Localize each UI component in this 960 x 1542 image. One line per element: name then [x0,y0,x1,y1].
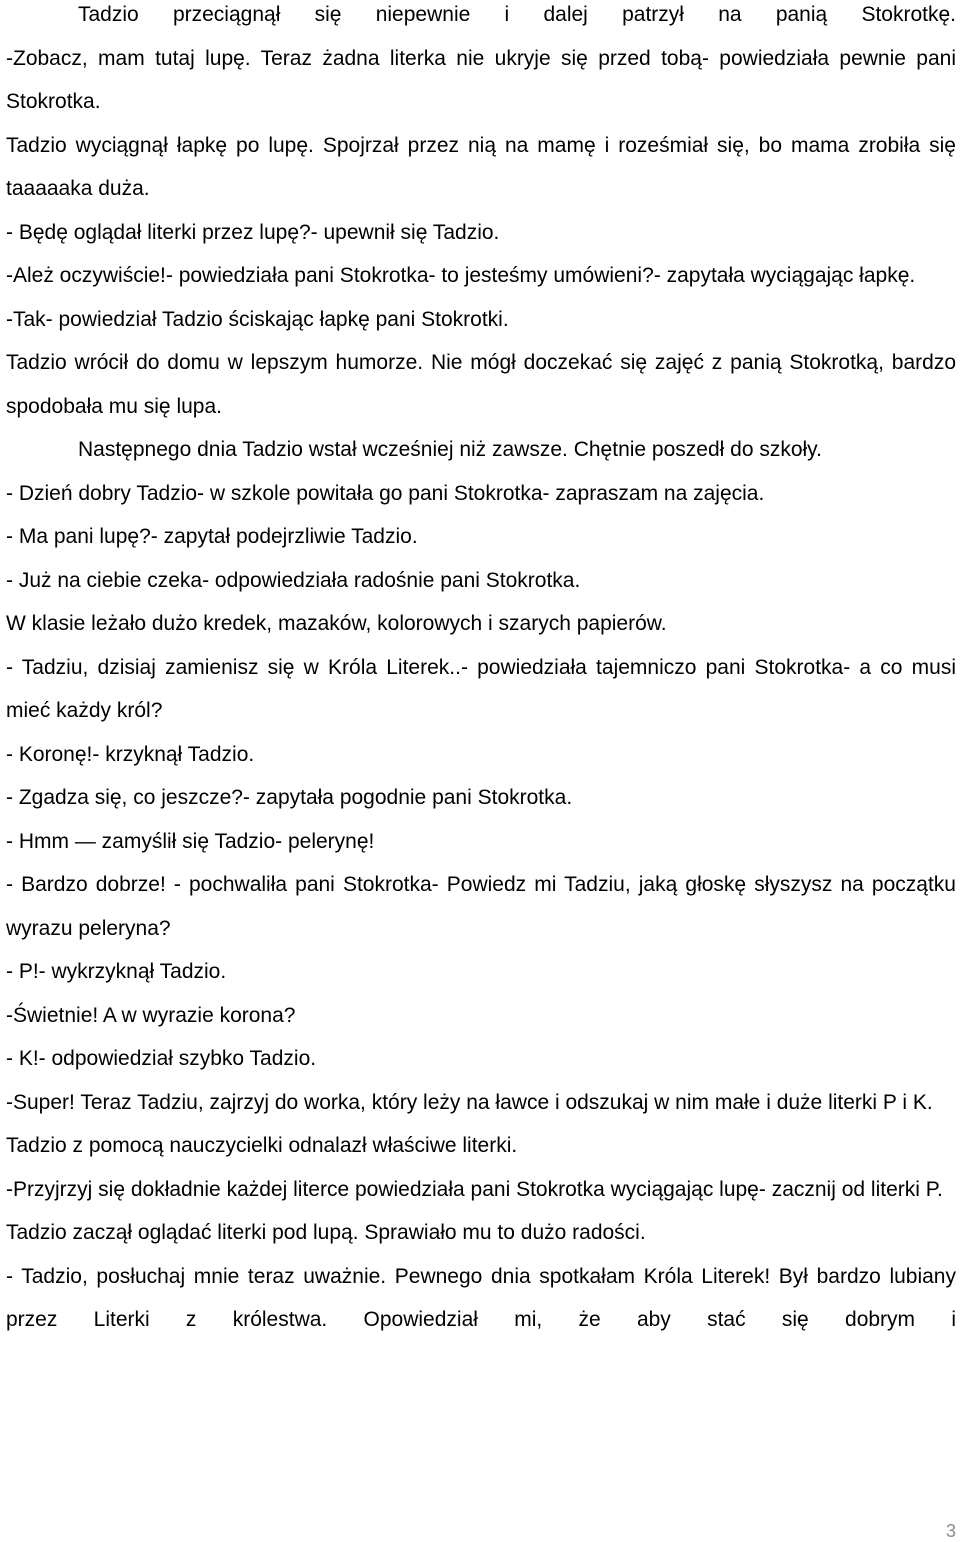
paragraph: - Hmm — zamyślił się Tadzio- pelerynę! [6,829,375,853]
paragraph: - Dzień dobry Tadzio- w szkole powitała go pani Stokrotka- zapraszam na zajęcia. [6,481,765,505]
paragraph: - P!- wykrzyknął Tadzio. [6,960,227,983]
paragraph: - Będę oglądał literki przez lupę?- upewnił się Tadzio. [6,220,500,244]
paragraph: Tadzio wrócił do domu w lepszym humorze. Nie mógł doczekać się zajęć z panią Stokrotką, bardzo spodobała mu się lupa. [6,351,956,418]
paragraph: - Koronę!- krzyknął Tadzio. [6,742,255,766]
paragraph: Tadzio wyciągnął łapkę po lupę. Spojrzał przez nią na mamę i roześmiał się, bo mama zrobiła się taaaaaka duża. [6,133,956,200]
paragraph: - Bardzo dobrze! - pochwaliła pani Stokrotka- Powiedz mi Tadziu, jaką głoskę słyszysz na początku wyrazu peleryna? [6,873,956,940]
paragraph: -Ależ oczywiście!- powiedziała pani Stokrotka- to jesteśmy umówieni?- zapytała wyciągając łapkę. [6,264,916,287]
paragraph: -Świetnie! A w wyrazie korona? [6,1003,296,1027]
paragraph: Tadzio zaczął oglądać literki pod lupą. Sprawiało mu to dużo radości. [6,1221,646,1244]
paragraph: - Już na ciebie czeka- odpowiedziała radośnie pani Stokrotka. [6,568,581,592]
paragraph: Następnego dnia Tadzio wstał wcześniej niż zawsze. Chętnie poszedł do szkoły. [78,438,822,461]
paragraph: -Tak- powiedział Tadzio ściskając łapkę pani Stokrotki. [6,307,509,331]
page-number: 3 [945,1521,956,1541]
paragraph: - Zgadza się, co jeszcze?- zapytała pogodnie pani Stokrotka. [6,786,573,809]
paragraph: W klasie leżało dużo kredek, mazaków, kolorowych i szarych papierów. [6,612,667,635]
paragraph: - Tadziu, dzisiaj zamienisz się w Króla Literek..- powiedziała tajemniczo pani Stokrotka- a co musi mieć każdy król? [6,655,956,722]
story-text [6,0,956,1342]
paragraph: -Zobacz, mam tutaj lupę. Teraz żadna literka nie ukryje się przed tobą- powiedziała pewnie pani Stokrotka. [6,46,956,113]
paragraph: - Tadzio, posłuchaj mnie teraz uważnie. Pewnego dnia spotkałam Króla Literek! Był bardzo lubiany przez Literki z królestwa. Opowiedział mi, że aby stać się dobrym i [6,1264,956,1331]
paragraph: - K!- odpowiedział szybko Tadzio. [6,1047,317,1070]
paragraph: Tadzio z pomocą nauczycielki odnalazł właściwe literki. [6,1134,518,1157]
paragraph: - Ma pani lupę?- zapytał podejrzliwie Tadzio. [6,525,418,548]
paragraph: Tadzio przeciągnął się niepewnie i dalej patrzył na panią Stokrotkę. [78,3,956,26]
paragraph: -Przyjrzyj się dokładnie każdej literce powiedziała pani Stokrotka wyciągając lupę- zacznij od literki P. [6,1177,943,1201]
paragraph: -Super! Teraz Tadziu, zajrzyj do worka, który leży na ławce i odszukaj w nim małe i duże literki P i K. [6,1090,933,1114]
